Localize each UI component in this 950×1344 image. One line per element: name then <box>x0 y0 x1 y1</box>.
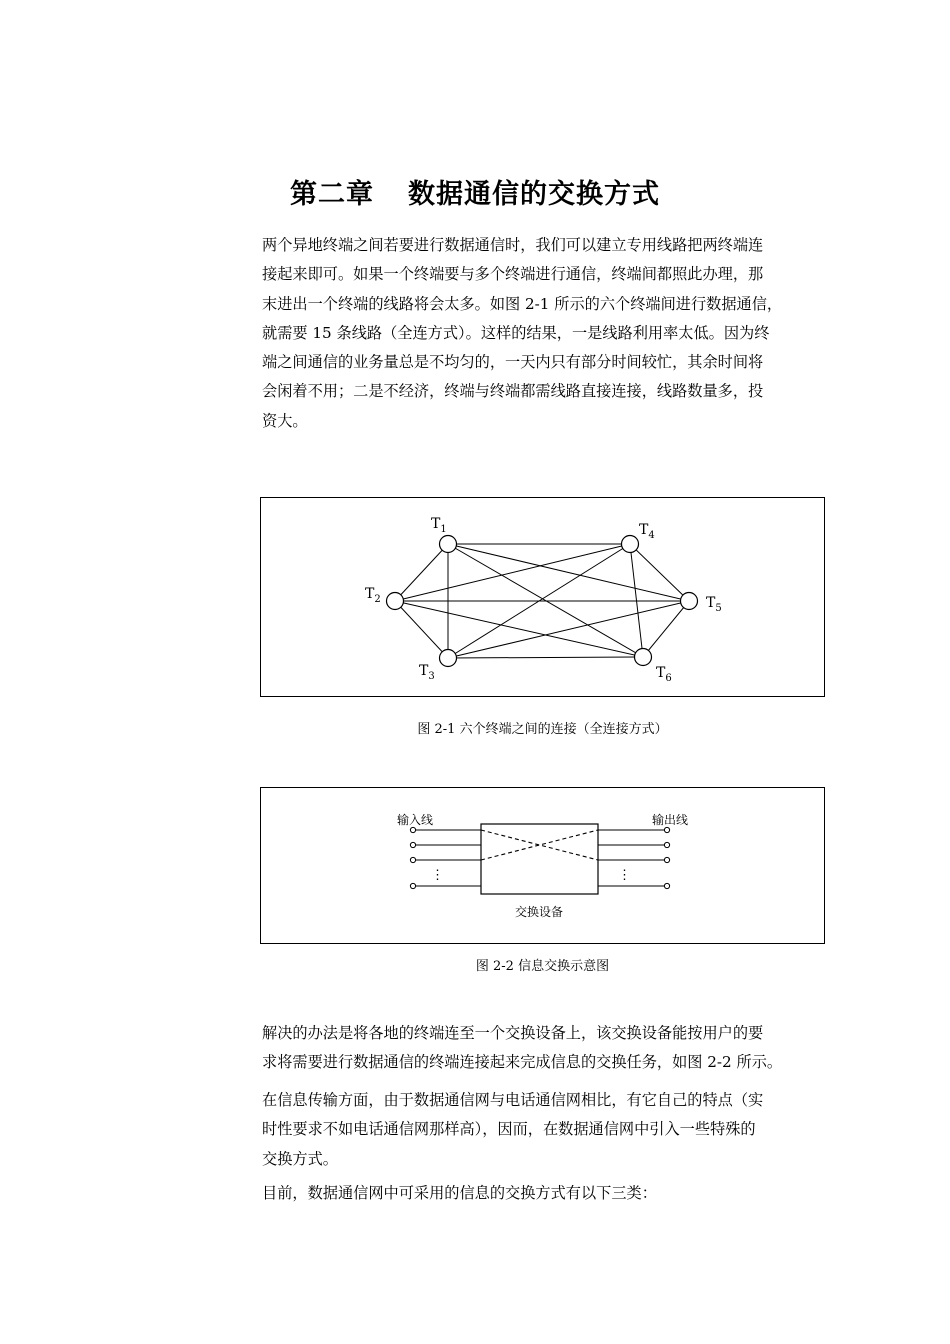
chapter-title <box>0 172 950 211</box>
chapter-name: 数据通信的交换方式 <box>408 179 660 210</box>
terminal-node-T4 <box>622 536 639 553</box>
terminal-label-T4: $T_4$ <box>639 522 655 541</box>
output-lines <box>598 827 670 888</box>
terminal-node-T3 <box>440 650 457 667</box>
figure-switching <box>260 787 825 944</box>
text-line: 求将需要进行数据通信的终端连接起来完成信息的交换任务，如图 2-2 所示。 <box>262 1053 783 1072</box>
link-T2-T3 <box>395 601 448 658</box>
input-terminal <box>410 827 415 832</box>
text-line: 端之间通信的业务量总是不均匀的，一天内只有部分时间较忙，其余时间将 <box>262 353 764 372</box>
input-terminal <box>410 883 415 888</box>
output-terminal <box>664 883 669 888</box>
terminal-node-T5 <box>681 593 698 610</box>
output-terminal <box>664 857 669 862</box>
text-line: 交换方式。 <box>262 1149 338 1168</box>
text-line: 接起来即可。如果一个终端要与多个终端进行通信，终端间都照此办理，那 <box>262 265 764 284</box>
text-line: 就需要 15 条线路（全连方式）。这样的结果，一是线路利用率太低。因为终 <box>262 323 770 342</box>
input-lines-label: 输入线 <box>397 813 434 827</box>
intro-paragraph <box>262 231 832 436</box>
output-lines-label: 输出线 <box>652 813 689 827</box>
terminal-label-T3: $T_3$ <box>419 663 435 682</box>
text-line: 目前，数据通信网中可采用的信息的交换方式有以下三类： <box>262 1184 657 1202</box>
terminal-node-T6 <box>635 649 652 666</box>
figure2-caption: 图 2-2 信息交换示意图 <box>475 959 610 974</box>
link-T1-T2 <box>395 544 448 601</box>
terminal-label-T6: $T_6$ <box>656 665 672 684</box>
full-mesh-diagram <box>261 498 824 696</box>
input-ellipsis: ⋮ <box>431 868 444 883</box>
link-T3-T5 <box>448 601 689 658</box>
text-line: 时性要求不如电话通信网那样高），因而，在数据通信网中引入一些特殊的 <box>262 1120 756 1139</box>
link-T1-T5 <box>448 544 689 601</box>
text-line: 在信息传输方面，由于数据通信网与电话通信网相比，有它自己的特点（实 <box>262 1091 764 1109</box>
figure1-caption: 图 2-1 六个终端之间的连接（全连接方式） <box>417 722 668 737</box>
terminal-label-T1: $T_1$ <box>431 516 447 535</box>
link-T2-T4 <box>395 544 630 601</box>
figure-full-mesh <box>260 497 825 697</box>
input-lines <box>410 827 481 888</box>
output-terminal <box>664 842 669 847</box>
input-terminal <box>410 857 415 862</box>
output-terminal <box>664 827 669 832</box>
link-T4-T5 <box>630 544 689 601</box>
text-line: 两个异地终端之间若要进行数据通信时，我们可以建立专用线路把两终端连 <box>262 236 764 254</box>
text-line: 会闲着不用；二是不经济，终端与终端都需线路直接连接，线路数量多，投 <box>262 382 764 401</box>
terminal-node-T2 <box>387 593 404 610</box>
switching-device-box <box>481 824 598 894</box>
link-T2-T6 <box>395 601 643 657</box>
terminal-label-T2: $T_2$ <box>365 586 381 605</box>
output-ellipsis: ⋮ <box>618 868 631 883</box>
link-T3-T6 <box>448 657 643 658</box>
terminal-label-T5: $T_5$ <box>706 595 722 614</box>
methods-paragraph <box>262 1179 832 1208</box>
transmission-paragraph <box>262 1086 832 1174</box>
switching-device-label: 交换设备 <box>515 905 564 919</box>
text-line: 解决的办法是将各地的终端连至一个交换设备上，该交换设备能按用户的要 <box>262 1024 764 1042</box>
solution-paragraph <box>262 1019 832 1078</box>
text-line: 资大。 <box>262 411 308 430</box>
switching-diagram <box>261 788 824 943</box>
terminal-node-T1 <box>440 536 457 553</box>
text-line: 末进出一个终端的线路将会太多。如图 2-1 所示的六个终端间进行数据通信， <box>262 294 783 313</box>
input-terminal <box>410 842 415 847</box>
chapter-number: 第二章 <box>290 179 374 210</box>
link-T5-T6 <box>643 601 689 657</box>
